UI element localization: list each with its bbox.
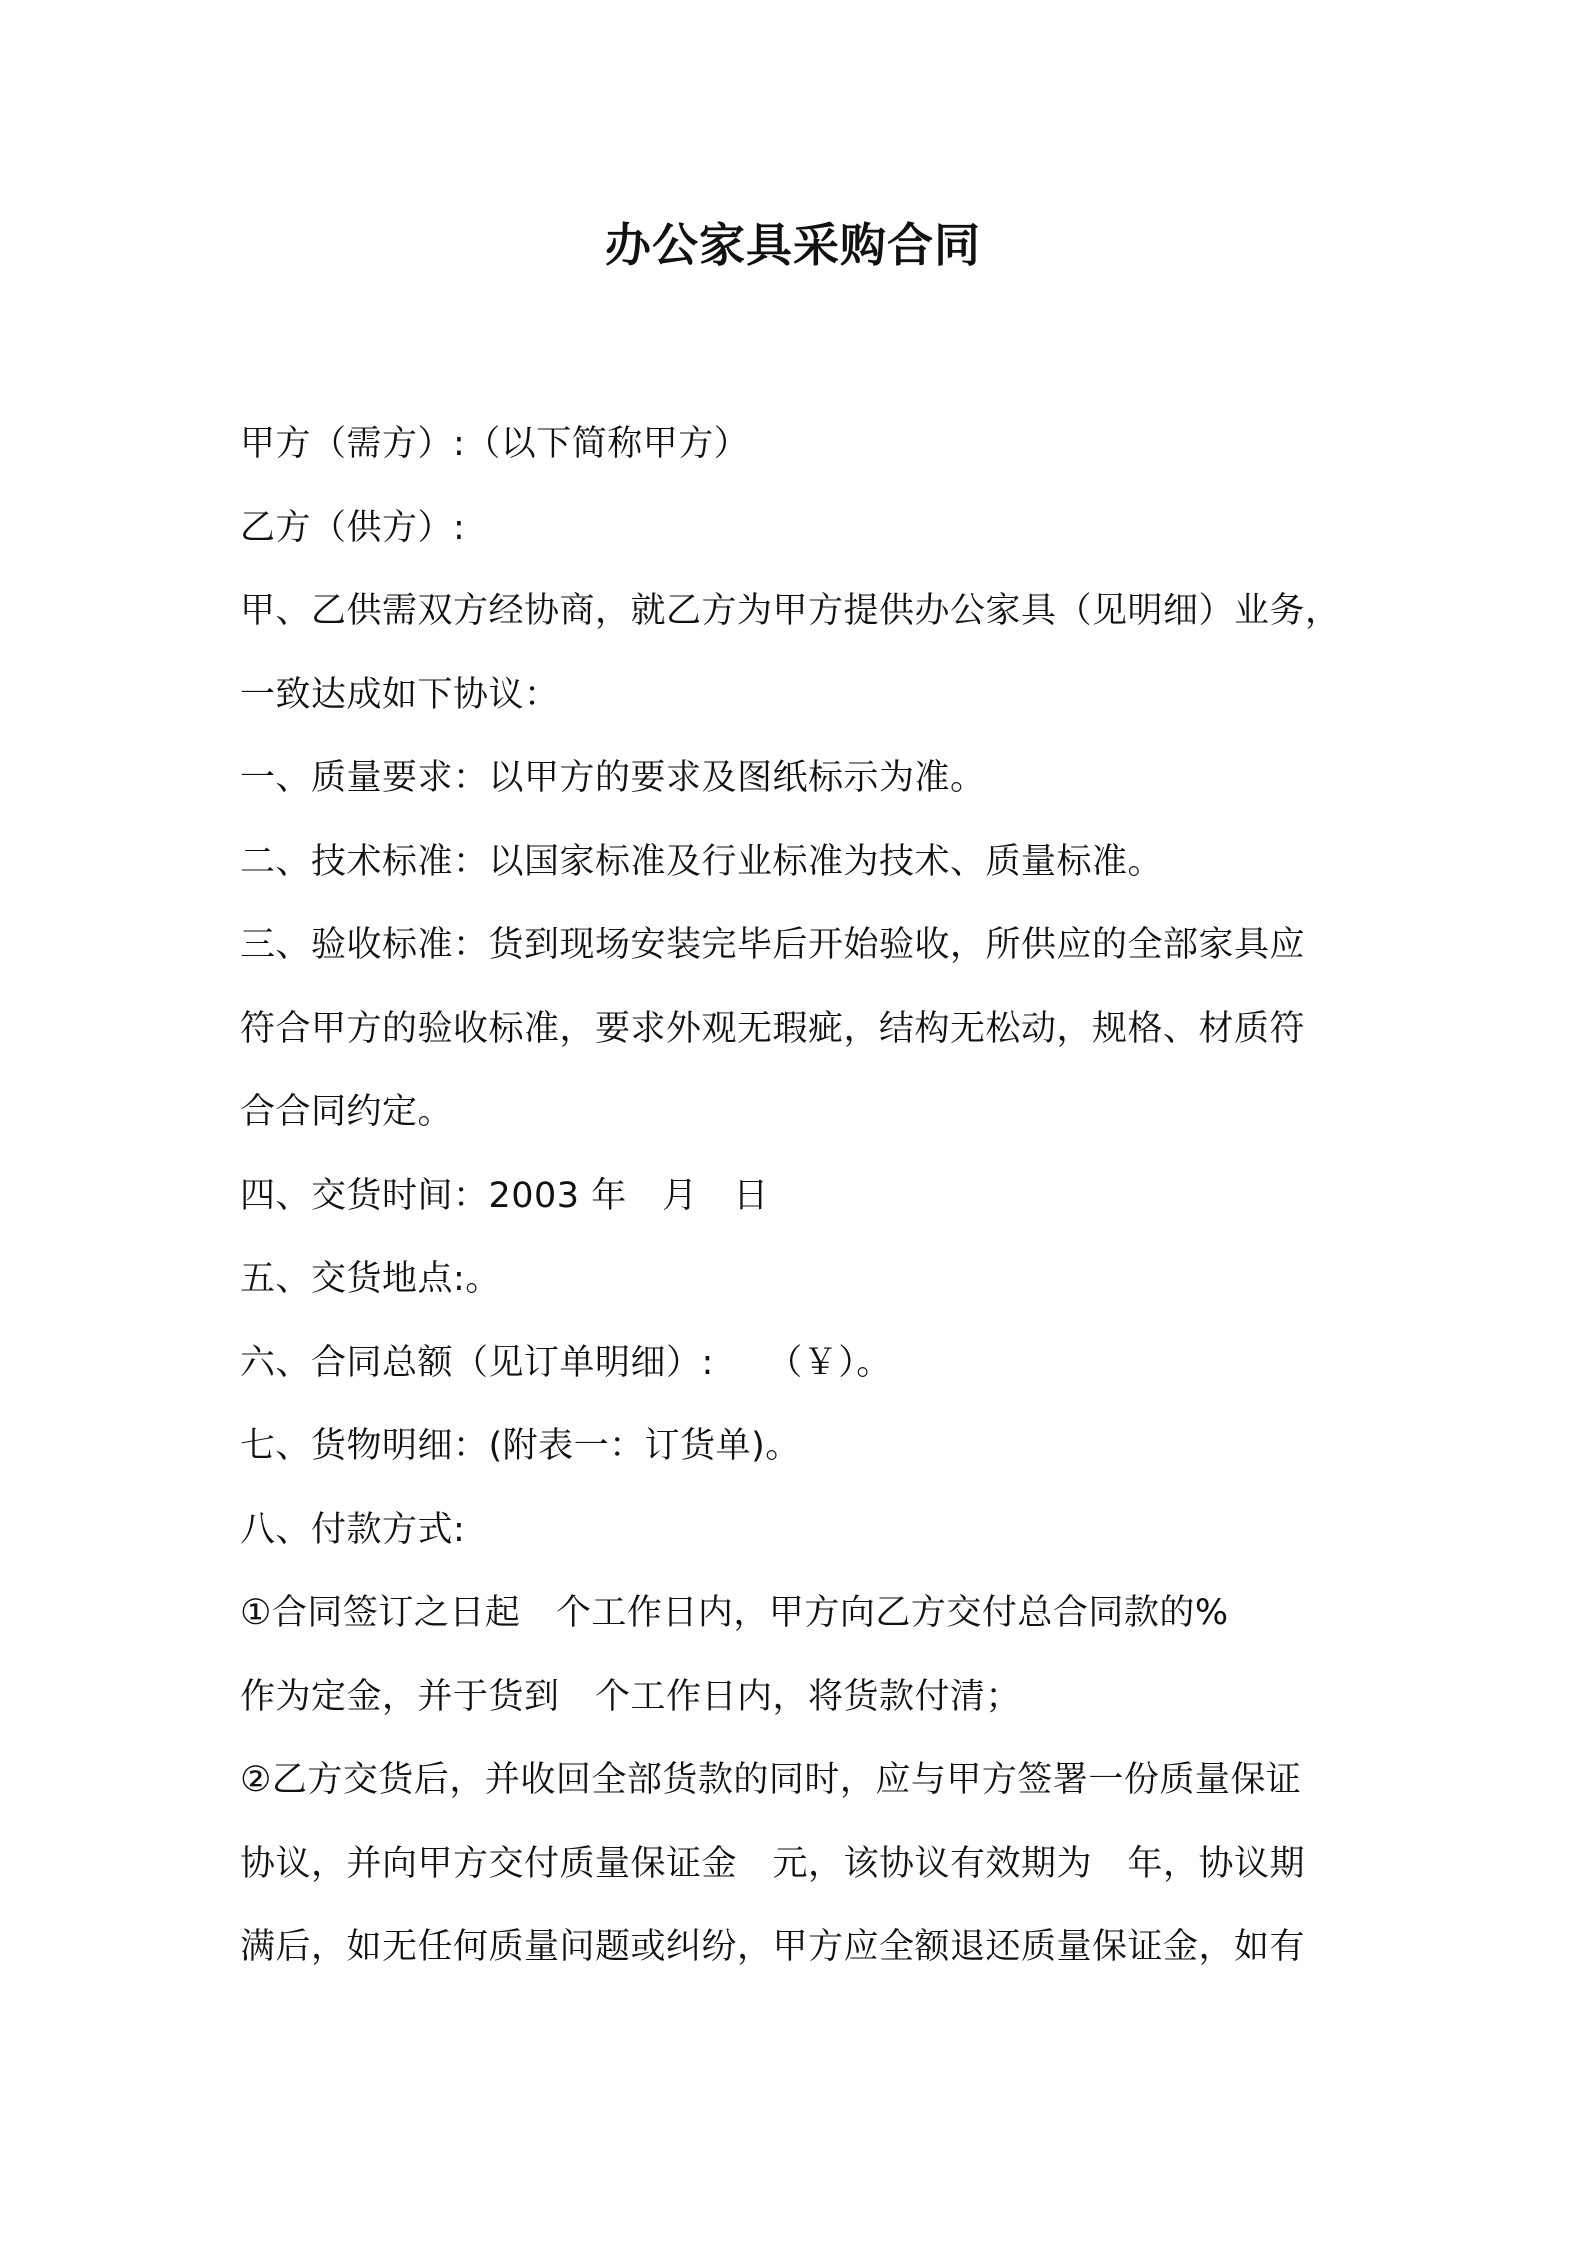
clause-5-delivery-place: 五、交货地点:。	[240, 1259, 501, 1299]
document-title: 办公家具采购合同	[605, 218, 981, 272]
clause-2-technical-standard: 二、技术标准：以国家标准及行业标准为技术、质量标准。	[240, 841, 1164, 882]
preamble-line-2: 一致达成如下协议：	[240, 674, 560, 715]
clause-7-goods-details: 七、货物明细：(附表一：订货单)。	[240, 1426, 801, 1466]
party-b-line: 乙方（供方）:	[240, 507, 466, 548]
party-a-line: 甲方（需方）:（以下简称甲方）	[240, 424, 750, 464]
clause-3-acceptance-line-1: 三、验收标准：货到现场安装完毕后开始验收，所供应的全部家具应	[240, 925, 1306, 965]
payment-item-2-line-3: 满后，如无任何质量问题或纠纷，甲方应全额退还质量保证金，如有	[240, 1927, 1306, 1967]
payment-item-1-line-2: 作为定金，并于货到 个工作日内，将货款付清；	[240, 1676, 1022, 1717]
clause-3-acceptance-line-2: 符合甲方的验收标准，要求外观无瑕疵，结构无松动，规格、材质符	[240, 1008, 1306, 1049]
clause-3-acceptance-line-3: 合合同约定。	[240, 1092, 454, 1132]
payment-item-1-line-1: ①合同签订之日起 个工作日内，甲方向乙方交付总合同款的%	[240, 1593, 1229, 1633]
payment-item-2-line-1: ②乙方交货后，并收回全部货款的同时，应与甲方签署一份质量保证	[240, 1760, 1302, 1800]
clause-8-payment-heading: 八、付款方式:	[240, 1509, 466, 1550]
preamble-line-1: 甲、乙供需双方经协商，就乙方为甲方提供办公家具（见明细）业务，	[240, 591, 1341, 631]
clause-6-contract-total: 六、合同总额（见订单明细）: （￥）。	[240, 1342, 892, 1383]
payment-item-2-line-2: 协议，并向甲方交付质量保证金 元，该协议有效期为 年，协议期	[240, 1843, 1306, 1884]
document-body	[240, 403, 1360, 1990]
clause-1-quality: 一、质量要求：以甲方的要求及图纸标示为准。	[240, 758, 986, 798]
clause-4-delivery-time: 四、交货时间：2003 年 月 日	[240, 1175, 769, 1216]
